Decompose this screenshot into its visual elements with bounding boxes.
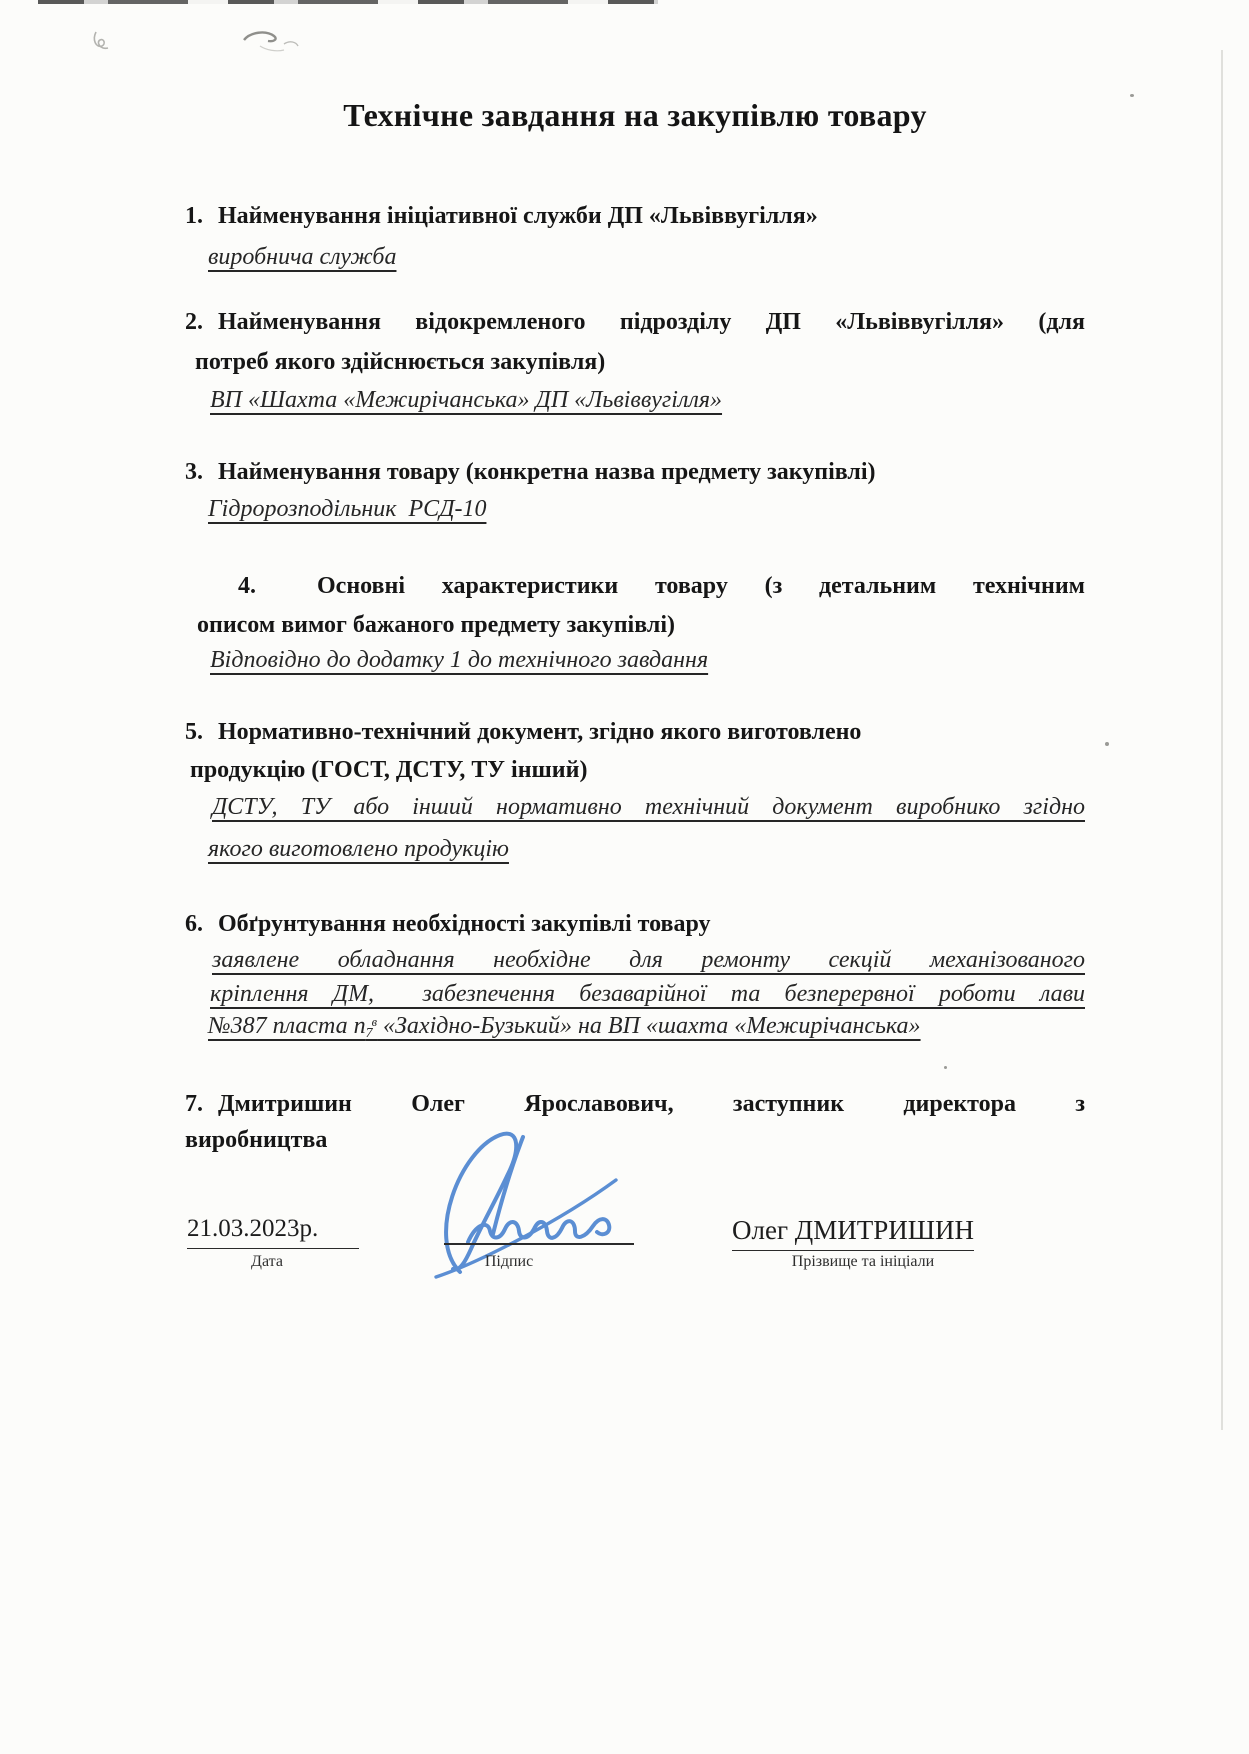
name-field: [732, 1214, 974, 1251]
section-6-answer-line3-text: №387 пласта п: [208, 1013, 366, 1039]
section-6-heading-text: Обґрунтування необхідності закупівлі товару: [218, 911, 711, 937]
seam-index-superscript: в: [371, 1015, 378, 1030]
signature-label: Підпис: [484, 1253, 534, 1270]
section-1-number: 1.: [185, 203, 203, 229]
section-7-number: 7.: [185, 1091, 203, 1117]
section-1-heading: [185, 202, 818, 231]
name-value: Олег ДМИТРИШИН: [732, 1215, 974, 1245]
date-field: [187, 1214, 359, 1249]
section-2-heading-line2: потреб якого здійснюється закупівля): [195, 349, 606, 375]
section-3-number: 3.: [185, 459, 203, 485]
scan-edge-top: [38, 0, 658, 4]
section-6-answer-line3-text-end: «Західно-Бузький» на ВП «шахта «Межирічанська»: [377, 1013, 921, 1039]
section-5-heading-line1: [185, 718, 861, 747]
section-3-heading: [185, 458, 876, 487]
section-6-answer-line3: [208, 1012, 921, 1043]
section-5-heading-line2: продукцію (ГОСТ, ДСТУ, ТУ інший): [190, 757, 588, 783]
section-7-line1: [185, 1090, 1085, 1119]
section-6-number: 6.: [185, 911, 203, 937]
section-2-answer: ВП «Шахта «Межирічанська» ДП «Львіввугілля»: [210, 387, 723, 413]
section-5-answer-line1: ДСТУ, ТУ або інший нормативно технічний документ виробнико згідно: [212, 794, 1085, 820]
section-4-answer: Відповідно до додатку 1 до технічного завдання: [210, 647, 709, 673]
section-4-heading-line2: описом вимог бажаного предмету закупівлі): [197, 612, 675, 638]
paper-speck-1: [1130, 94, 1134, 97]
section-6-heading: [185, 910, 711, 939]
section-7-line2: виробництва: [185, 1127, 328, 1153]
date-label: Дата: [251, 1253, 283, 1270]
date-underline: [187, 1214, 359, 1249]
paper-speck-2: [1105, 742, 1109, 746]
section-6-answer-line1: заявлене обладнання необхідне для ремонту секцій механізованого: [212, 947, 1085, 973]
section-5-heading-text1: Нормативно-технічний документ, згідно якого виготовлено: [218, 719, 862, 745]
section-7-text1: Дмитришин Олег Ярославович, заступник директора з: [218, 1091, 1085, 1117]
section-4-number: 4.: [238, 573, 256, 599]
section-2-number: 2.: [185, 309, 203, 335]
name-label: Прізвище та ініціали: [791, 1253, 935, 1270]
section-1-answer: виробнича служба: [208, 244, 397, 270]
date-value: 21.03.2023р.: [187, 1215, 319, 1242]
section-4-heading-line1: [238, 572, 1085, 601]
signature-line: [444, 1243, 634, 1245]
section-4-heading-text1: Основні характеристики товару (з детальним технічним: [317, 573, 1085, 599]
section-6-answer-line2: кріплення ДМ, забезпечення безаварійної та безперервної роботи лави: [210, 981, 1085, 1007]
seam-index-subscript: 7: [365, 1025, 373, 1041]
pencil-scribble-2: [240, 28, 316, 60]
name-underline: [732, 1214, 974, 1251]
section-5-answer-line2: якого виготовлено продукцію: [208, 836, 509, 862]
scan-edge-right: [1221, 50, 1223, 1430]
section-2-heading-text1: Найменування відокремленого підрозділу ДП «Львіввугілля» (для: [218, 309, 1085, 335]
paper-speck-3: [944, 1066, 947, 1069]
pencil-scribble-1: [90, 28, 126, 54]
section-2-heading-line1: [185, 308, 1085, 337]
section-3-heading-text: Найменування товару (конкретна назва предмету закупівлі): [218, 459, 876, 485]
section-5-number: 5.: [185, 719, 203, 745]
document-title: Технічне завдання на закупівлю товару: [343, 97, 927, 133]
section-1-heading-text: Найменування ініціативної служби ДП «Львіввугілля»: [218, 203, 818, 229]
section-3-answer: Гідророзподільник РСД-10: [208, 496, 487, 522]
